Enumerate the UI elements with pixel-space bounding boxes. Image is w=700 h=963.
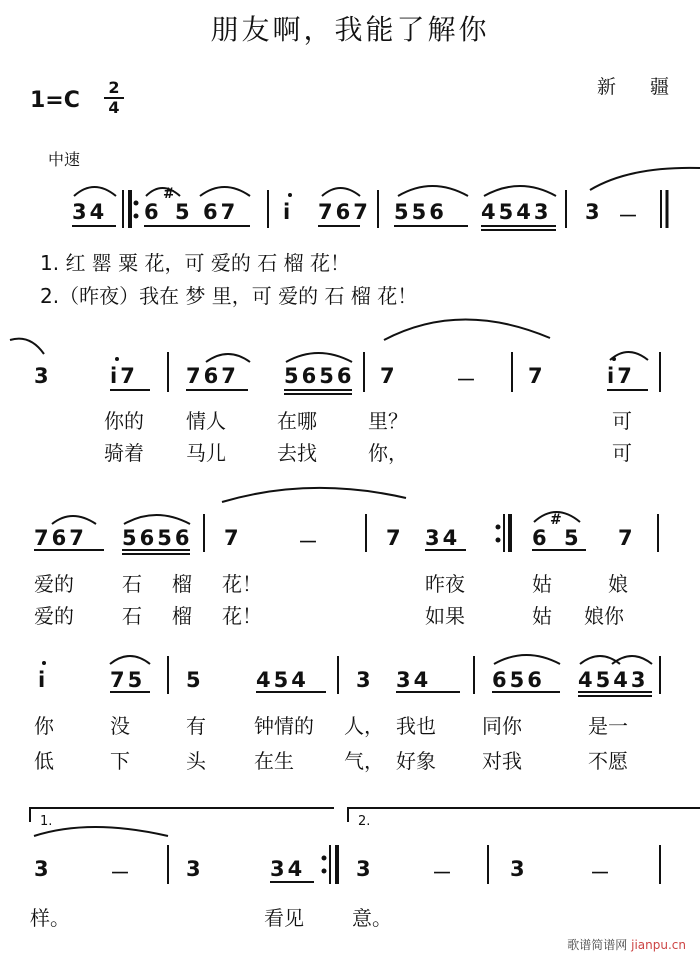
note-group: 767 [34, 526, 87, 550]
note-group: 5 [564, 526, 582, 550]
sharp-sign: # [550, 512, 565, 528]
lyric-word: 在哪 [277, 409, 317, 433]
dash-rest: － [456, 368, 476, 392]
lyric-word: 马儿 [186, 441, 226, 465]
note-group: i [38, 668, 49, 692]
dash-rest: － [590, 861, 610, 885]
lyric-word: 爱的 [34, 604, 74, 628]
lyric-word: 在生 [254, 749, 294, 773]
key-signature: 1=C [30, 88, 80, 113]
note-group: 34 [396, 668, 432, 692]
lyric-word: 同你 [482, 714, 522, 738]
note-group: 3 [510, 857, 528, 881]
lyric-word: 意。 [352, 906, 392, 930]
lyric-word: 情人 [186, 409, 226, 433]
dash-rest: － [432, 861, 452, 885]
lyric-word: 榴 [172, 572, 192, 596]
note-group: 3 [356, 668, 374, 692]
lyric-word: 我也 [396, 714, 436, 738]
note-group: 34 [270, 857, 306, 881]
lyric-word: 钟情的 [254, 714, 314, 738]
note-group: 4543 [481, 200, 552, 224]
lyric-word: 可 [612, 409, 632, 433]
note-group: 767 [318, 200, 371, 224]
lyric-word: 低 [34, 749, 54, 773]
note-group: 67 [203, 200, 239, 224]
lyric-word: 里？ [368, 409, 408, 433]
song-title: 朋友啊，我能了解你 [210, 13, 490, 46]
lyric-word: 榴 [172, 604, 192, 628]
note-group: 556 [394, 200, 447, 224]
time-sig-bottom: 4 [108, 98, 120, 117]
lyric-word: 好象 [396, 749, 436, 773]
lyrics-verse-1: 1. 红 罂 粟 花，可 爱的 石 榴 花！ [40, 251, 350, 275]
volta-1-label: 1. [40, 814, 53, 829]
lyric-word: 是一 [588, 714, 628, 738]
dash-rest: － [618, 204, 638, 228]
lyric-word: 石 [122, 572, 142, 596]
watermark-url: jianpu.cn [631, 938, 686, 952]
note-group: 3 [34, 364, 52, 388]
lyric-word: 娘你 [584, 604, 624, 628]
note-group: 34 [72, 200, 108, 224]
lyric-word: 石 [122, 604, 142, 628]
watermark [567, 936, 686, 953]
note-group: 3 [186, 857, 204, 881]
note-group: 7 [528, 364, 546, 388]
note-group: 7 [618, 526, 636, 550]
lyric-word: 骑着 [104, 441, 144, 465]
lyric-word: 你 [34, 714, 54, 738]
lyric-word: 样。 [30, 906, 70, 930]
lyric-word: 可 [612, 441, 632, 465]
note-group: 5 [186, 668, 204, 692]
lyric-word: 爱的 [34, 572, 74, 596]
note-group: 7 [386, 526, 404, 550]
note-group: i7 [110, 364, 138, 388]
song-origin: 新 疆 [597, 76, 684, 98]
lyric-word: 花！ [222, 604, 262, 628]
note-group: 5 [175, 200, 193, 224]
note-group: 5656 [284, 364, 355, 388]
lyric-word: 对我 [482, 749, 522, 773]
lyric-word: 没 [110, 714, 130, 738]
lyric-word: 昨夜 [425, 572, 465, 596]
lyric-word: 看见 [264, 906, 304, 930]
lyric-word: 如果 [425, 604, 465, 628]
note-group: 5656 [122, 526, 193, 550]
note-group: 75 [110, 668, 146, 692]
tempo-marking: 中速 [48, 150, 81, 169]
lyric-word: 花！ [222, 572, 262, 596]
lyric-word: 下 [110, 749, 130, 773]
time-sig-top: 2 [108, 78, 120, 97]
note-group: 7 [380, 364, 398, 388]
lyric-word: 不愿 [588, 749, 628, 773]
note-group: 3 [356, 857, 374, 881]
note-group: i7 [607, 364, 635, 388]
lyric-word: 姑 [532, 604, 552, 628]
note-group: 34 [425, 526, 461, 550]
dash-rest: － [110, 861, 130, 885]
lyric-word: 你， [368, 441, 408, 465]
note-group: 454 [256, 668, 309, 692]
lyric-word: 头 [186, 749, 206, 773]
lyric-word: 姑 [532, 572, 552, 596]
lyric-word: 气， [344, 749, 384, 773]
note-group: 6 [532, 526, 550, 550]
lyric-word: 有 [186, 714, 206, 738]
note-group: 3 [585, 200, 603, 224]
note-group: 4543 [578, 668, 649, 692]
note-group: i [283, 200, 294, 224]
note-group: 6 [144, 200, 162, 224]
lyric-word: 你的 [104, 409, 144, 433]
sharp-sign: # [163, 186, 178, 202]
lyric-word: 人， [344, 714, 384, 738]
note-group: 767 [186, 364, 239, 388]
lyric-word: 娘 [608, 572, 628, 596]
lyric-word: 去找 [277, 441, 317, 465]
note-group: 3 [34, 857, 52, 881]
note-group: 656 [492, 668, 545, 692]
note-group: 7 [224, 526, 242, 550]
watermark-site: 歌谱简谱网 [567, 938, 628, 952]
volta-2-label: 2. [358, 814, 371, 829]
dash-rest: － [298, 530, 318, 554]
lyrics-verse-2: 2.（昨夜）我在 梦 里，可 爱的 石 榴 花！ [40, 284, 418, 308]
